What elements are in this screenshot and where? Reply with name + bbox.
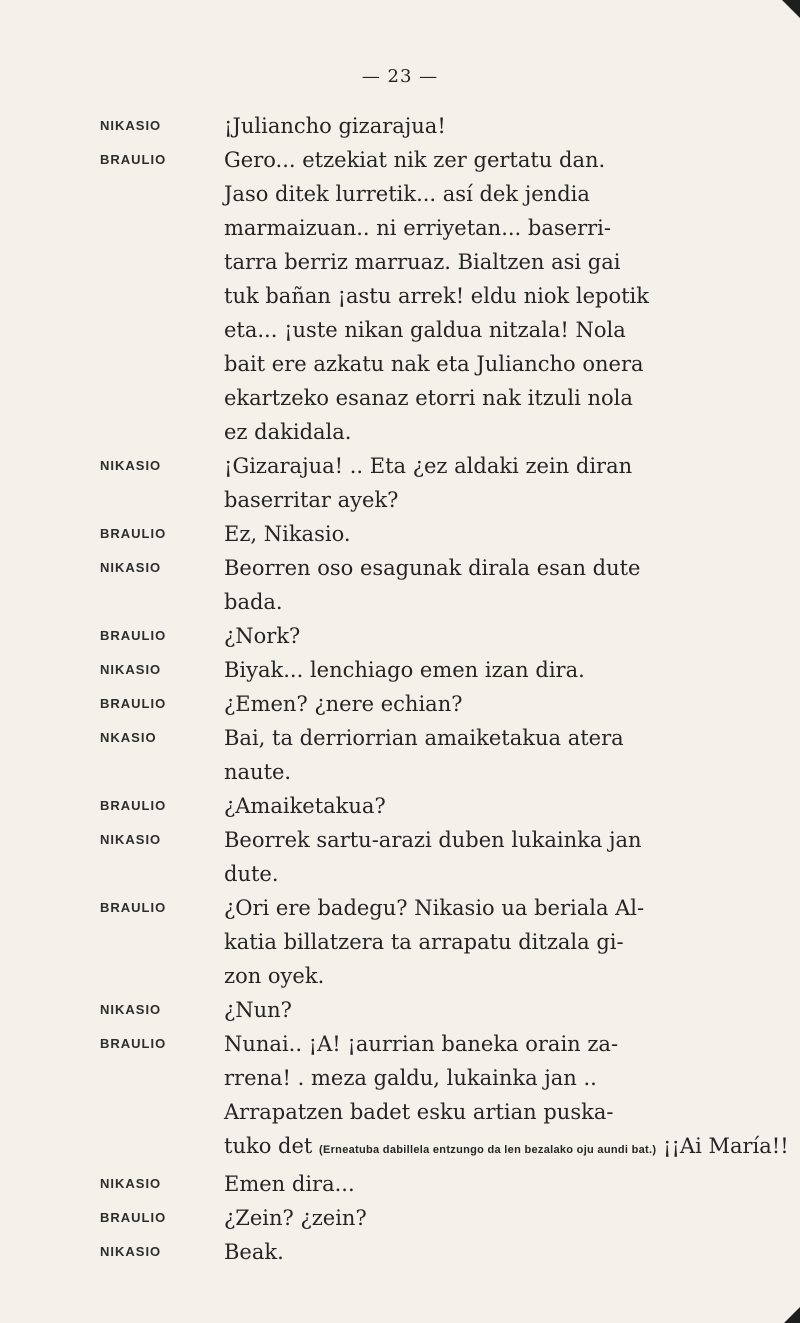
speech-line: zon oyek. — [224, 964, 325, 988]
speaker-name: BRAULIO — [100, 628, 167, 643]
speech-line: marmaizuan.. ni erriyetan... baserri- — [224, 216, 611, 240]
speech-text — [224, 687, 740, 721]
speaker-name: BRAULIO — [100, 798, 167, 813]
page-number: — 23 — — [361, 66, 439, 87]
dialogue-turn — [100, 993, 740, 1027]
dialogue-turn — [100, 891, 740, 993]
speech-text — [224, 551, 740, 619]
speech-text — [224, 143, 740, 449]
speech-text — [224, 721, 740, 789]
dialogue-turn — [100, 143, 740, 449]
speech-line: ¡Gizarajua! .. Eta ¿ez aldaki zein diran — [224, 454, 633, 478]
speaker-name: NIKASIO — [100, 458, 162, 473]
speaker-name: NIKASIO — [100, 118, 162, 133]
speech-fragment: ¡¡Ai María!! — [656, 1134, 789, 1158]
speech-text — [224, 1167, 740, 1201]
stage-direction: (Erneatuba dabillela entzungo da len bezalako oju aundi bat.) — [319, 1144, 657, 1156]
speaker-name: BRAULIO — [100, 1036, 167, 1051]
speaker-name: BRAULIO — [100, 696, 167, 711]
dialogue-turn — [100, 1027, 789, 1167]
speech-line: Beorrek sartu-arazi duben lukainka jan — [224, 828, 642, 852]
dialogue-turn — [100, 619, 740, 653]
speech-fragment: tuko det — [224, 1134, 319, 1158]
dialogue-turn — [100, 517, 740, 551]
speaker-name: BRAULIO — [100, 152, 167, 167]
speech-line: Bai, ta derriorrian amaiketakua atera — [224, 726, 624, 750]
speaker-name: NIKASIO — [100, 662, 162, 677]
dialogue-turn — [100, 1235, 740, 1269]
speech-line: rrena! . meza galdu, lukainka jan .. — [224, 1066, 597, 1090]
page-corner-mark-bottom — [784, 1307, 800, 1323]
speech-line: bada. — [224, 590, 283, 614]
speaker-name: NIKASIO — [100, 560, 162, 575]
speaker-name: NIKASIO — [100, 832, 162, 847]
dialogue-turn — [100, 551, 740, 619]
speech-line: ez dakidala. — [224, 420, 352, 444]
speech-text — [224, 1201, 740, 1235]
speech-text — [224, 891, 740, 993]
speech-line: ¿Nork? — [224, 624, 301, 648]
speech-line: Ez, Nikasio. — [224, 522, 351, 546]
speech-line: tuk bañan ¡astu arrek! eldu niok lepotik — [224, 284, 649, 308]
speech-text — [224, 1235, 740, 1269]
speech-line: Nunai.. ¡A! ¡aurrian baneka orain za- — [224, 1032, 619, 1056]
page-corner-mark — [782, 0, 800, 18]
speech-line: ¿Emen? ¿nere echian? — [224, 692, 463, 716]
dialogue-turn — [100, 1201, 740, 1235]
speech-line: katia billatzera ta arrapatu ditzala gi- — [224, 930, 624, 954]
speech-line: ¿Ori ere badegu? Nikasio ua beriala Al- — [224, 896, 645, 920]
speech-text — [224, 109, 740, 143]
dialogue-turn — [100, 653, 740, 687]
speech-text — [224, 653, 740, 687]
speech-text — [224, 823, 740, 891]
speech-line: bait ere azkatu nak eta Juliancho onera — [224, 352, 644, 376]
dialogue-turn — [100, 721, 740, 789]
speech-line: baserritar ayek? — [224, 488, 399, 512]
speech-line: dute. — [224, 862, 279, 886]
speech-line: ekartzeko esanaz etorri nak itzuli nola — [224, 386, 633, 410]
speech-text — [224, 993, 740, 1027]
speaker-name: BRAULIO — [100, 900, 167, 915]
dialogue-turn — [100, 109, 740, 143]
speaker-name: BRAULIO — [100, 526, 167, 541]
dialogue-turn — [100, 789, 740, 823]
speech-line-with-stage-direction — [224, 1129, 789, 1167]
speech-text — [224, 1027, 789, 1167]
speaker-name: NKASIO — [100, 730, 157, 745]
speech-line: ¡Juliancho gizarajua! — [224, 114, 446, 138]
speaker-name: NIKASIO — [100, 1244, 162, 1259]
speech-text — [224, 517, 740, 551]
dialogue — [100, 109, 789, 1269]
speech-line: Gero... etzekiat nik zer gertatu dan. — [224, 148, 606, 172]
dialogue-turn — [100, 823, 740, 891]
speech-text — [224, 789, 740, 823]
speech-text — [224, 619, 740, 653]
dialogue-turn — [100, 449, 740, 517]
speech-line: ¿Amaiketakua? — [224, 794, 386, 818]
speaker-name: BRAULIO — [100, 1210, 167, 1225]
speaker-name: NIKASIO — [100, 1176, 162, 1191]
speech-line: eta... ¡uste nikan galdua nitzala! Nola — [224, 318, 626, 342]
speaker-name: NIKASIO — [100, 1002, 162, 1017]
dialogue-turn — [100, 687, 740, 721]
speech-line: naute. — [224, 760, 292, 784]
speech-line: Arrapatzen badet esku artian puska- — [224, 1100, 614, 1124]
speech-line: Beorren oso esagunak dirala esan dute — [224, 556, 641, 580]
speech-line: Biyak... lenchiago emen izan dira. — [224, 658, 585, 682]
speech-line: ¿Nun? — [224, 998, 292, 1022]
speech-line: Emen dira... — [224, 1172, 355, 1196]
speech-line: Beak. — [224, 1240, 284, 1264]
speech-line: Jaso ditek lurretik... así dek jendia — [224, 182, 590, 206]
dialogue-turn — [100, 1167, 740, 1201]
speech-line: ¿Zein? ¿zein? — [224, 1206, 367, 1230]
speech-line: tarra berriz marruaz. Bialtzen asi gai — [224, 250, 621, 274]
speech-text — [224, 449, 740, 517]
